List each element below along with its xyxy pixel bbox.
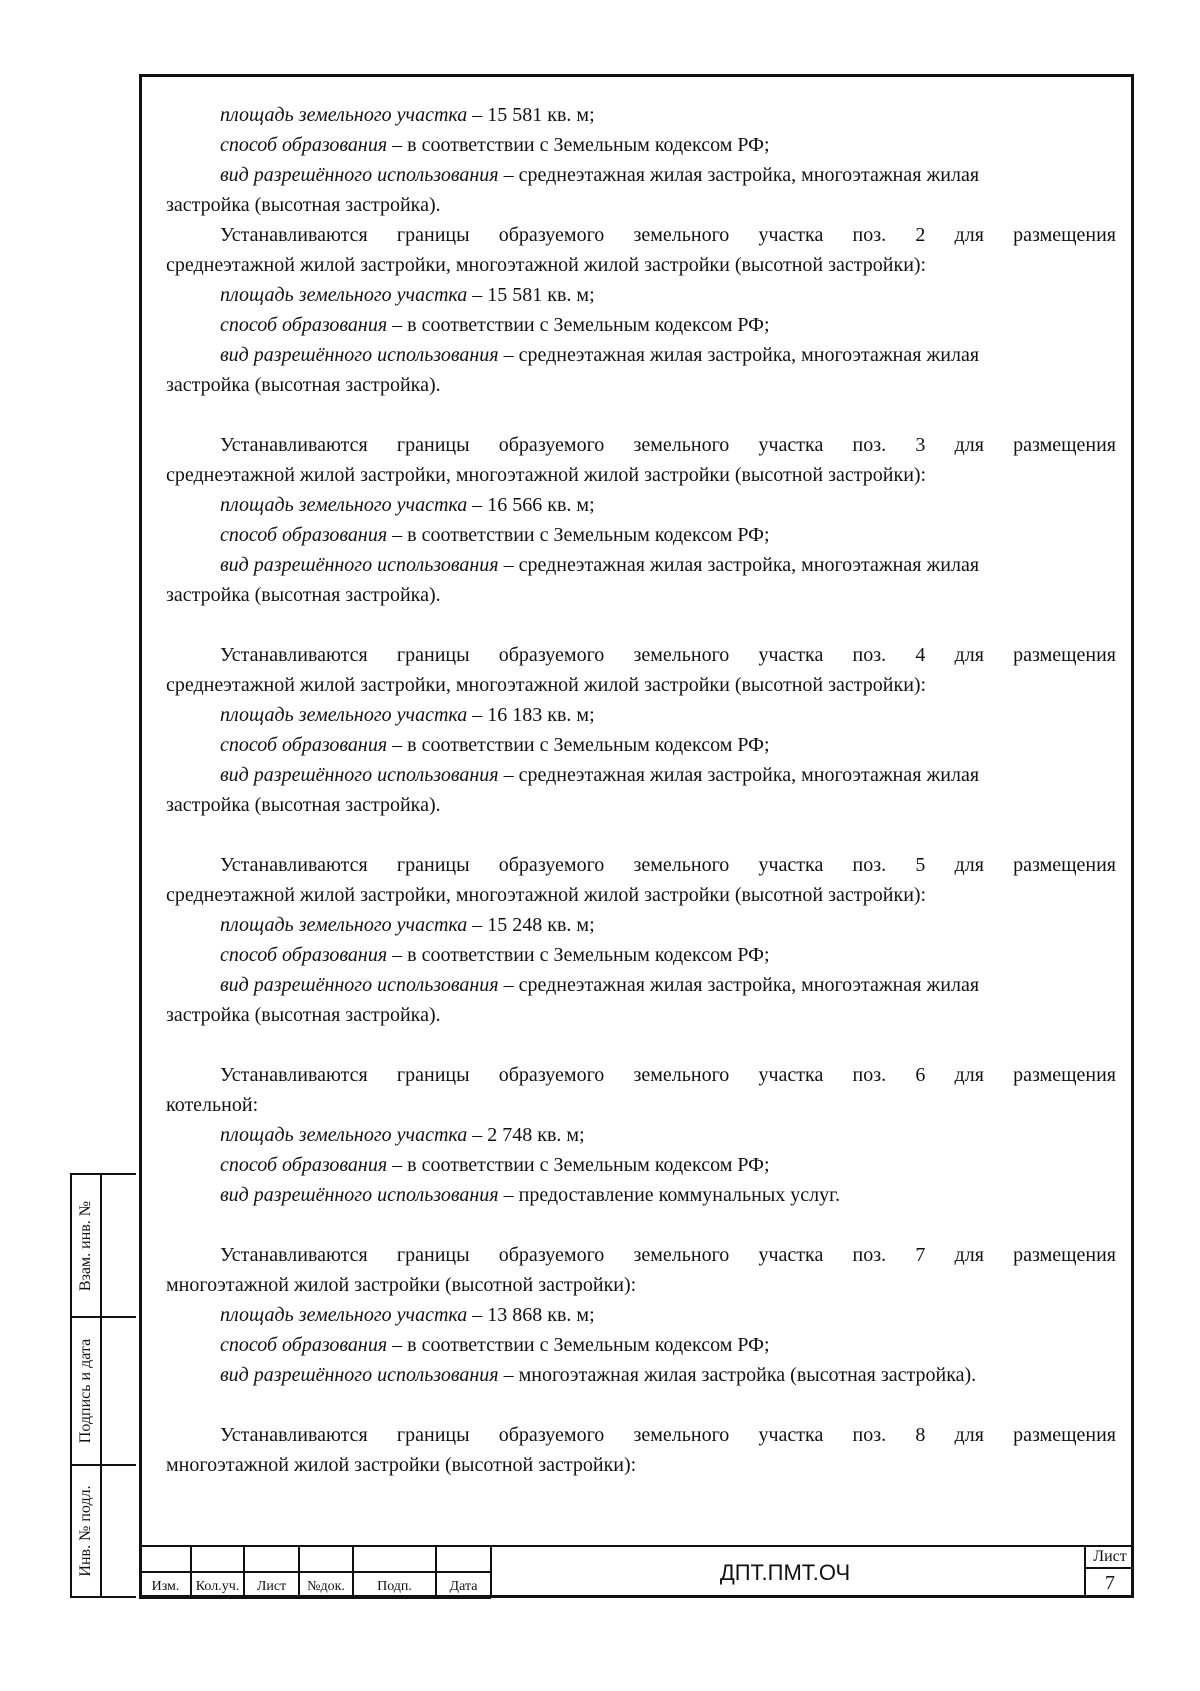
text-line	[166, 970, 1116, 1000]
text-line	[166, 520, 1116, 550]
text-line	[166, 490, 1116, 520]
term: вид разрешённого использования	[220, 1184, 499, 1206]
paragraph-line: Устанавливаются границы образуемого земельного участка поз. 7 для размещения	[220, 1244, 1116, 1266]
paragraph-line: многоэтажной жилой застройки (высотной застройки):	[166, 1274, 637, 1296]
term: способ образования	[220, 1334, 388, 1356]
term: способ образования	[220, 1154, 388, 1176]
paragraph-line: котельной:	[166, 1094, 259, 1116]
text-line	[166, 760, 1116, 790]
paragraph-line: многоэтажной жилой застройки (высотной застройки):	[166, 1454, 637, 1476]
binding-stamp	[70, 1173, 136, 1598]
col-podp: Подп.	[377, 1579, 412, 1594]
value: – в соответствии с Земельным кодексом РФ;	[387, 1154, 770, 1176]
paragraph-line: Устанавливаются границы образуемого земельного участка поз. 2 для размещения	[220, 224, 1116, 246]
text-line	[166, 340, 1116, 370]
document-body	[166, 100, 1116, 1480]
value: – среднеэтажная жилая застройка, многоэтажная жилая	[498, 164, 980, 186]
term: вид разрешённого использования	[220, 974, 499, 996]
text-line	[166, 1300, 1116, 1330]
sheet-number: 7	[1105, 1572, 1115, 1594]
inv-cell	[72, 1466, 136, 1596]
value: – в соответствии с Земельным кодексом РФ;	[387, 134, 770, 156]
text-line	[166, 700, 1116, 730]
text-line	[166, 310, 1116, 340]
paragraph-line: среднеэтажной жилой застройки, многоэтажной жилой застройки (высотной застройки):	[166, 464, 927, 486]
text-line: застройка (высотная застройка).	[166, 1004, 441, 1026]
term: вид разрешённого использования	[220, 1364, 499, 1386]
value: – 15 581 кв. м;	[467, 104, 595, 126]
col-kol: Кол.уч.	[195, 1579, 240, 1594]
paragraph-line: Устанавливаются границы образуемого земельного участка поз. 8 для размещения	[220, 1424, 1116, 1446]
term: площадь земельного участка	[220, 1304, 468, 1326]
value: – предоставление коммунальных услуг.	[498, 1184, 841, 1206]
text-line	[166, 280, 1116, 310]
text-line	[166, 130, 1116, 160]
vzam-label: Взам. инв. №	[77, 1200, 94, 1291]
paragraph-line: среднеэтажной жилой застройки, многоэтажной жилой застройки (высотной застройки):	[166, 674, 927, 696]
value: – в соответствии с Земельным кодексом РФ;	[387, 1334, 770, 1356]
col-izm: Изм.	[151, 1579, 180, 1594]
term: способ образования	[220, 134, 388, 156]
text-line	[166, 910, 1116, 940]
value: – 2 748 кв. м;	[467, 1124, 585, 1146]
term: площадь земельного участка	[220, 1124, 468, 1146]
text-line: застройка (высотная застройка).	[166, 194, 441, 216]
text-line	[166, 1330, 1116, 1360]
text-line	[166, 550, 1116, 580]
paragraph-line: Устанавливаются границы образуемого земельного участка поз. 4 для размещения	[220, 644, 1116, 666]
text-line: застройка (высотная застройка).	[166, 794, 441, 816]
term: способ образования	[220, 314, 388, 336]
vzam-cell	[72, 1175, 136, 1318]
term: площадь земельного участка	[220, 104, 468, 126]
value: – многоэтажная жилая застройка (высотная застройка).	[498, 1364, 977, 1386]
value: – среднеэтажная жилая застройка, многоэтажная жилая	[498, 344, 980, 366]
text-line: застройка (высотная застройка).	[166, 374, 441, 396]
podpis-label: Подпись и дата	[77, 1338, 94, 1444]
term: площадь земельного участка	[220, 494, 468, 516]
podpis-cell	[72, 1318, 136, 1466]
col-list: Лист	[256, 1579, 287, 1594]
paragraph-line: Устанавливаются границы образуемого земельного участка поз. 3 для размещения	[220, 434, 1116, 456]
term: способ образования	[220, 734, 388, 756]
value: – 16 566 кв. м;	[467, 494, 595, 516]
term: вид разрешённого использования	[220, 554, 499, 576]
value: – среднеэтажная жилая застройка, многоэтажная жилая	[498, 554, 980, 576]
paragraph-line: среднеэтажной жилой застройки, многоэтажной жилой застройки (высотной застройки):	[166, 884, 927, 906]
col-ndok: №док.	[307, 1579, 345, 1594]
document-code: ДПТ.ПМТ.ОЧ	[719, 1560, 851, 1585]
value: – 13 868 кв. м;	[467, 1304, 595, 1326]
paragraph-line: Устанавливаются границы образуемого земельного участка поз. 6 для размещения	[220, 1064, 1116, 1086]
value: – среднеэтажная жилая застройка, многоэтажная жилая	[498, 764, 980, 786]
value: – в соответствии с Земельным кодексом РФ;	[387, 524, 770, 546]
text-line	[166, 940, 1116, 970]
term: площадь земельного участка	[220, 704, 468, 726]
term: способ образования	[220, 524, 388, 546]
paragraph-line: Устанавливаются границы образуемого земельного участка поз. 5 для размещения	[220, 854, 1116, 876]
value: – в соответствии с Земельным кодексом РФ;	[387, 734, 770, 756]
text-line	[166, 160, 1116, 190]
value: – в соответствии с Земельным кодексом РФ;	[387, 314, 770, 336]
text-line	[166, 100, 1116, 130]
value: – среднеэтажная жилая застройка, многоэтажная жилая	[498, 974, 980, 996]
term: вид разрешённого использования	[220, 764, 499, 786]
text-line	[166, 1120, 1116, 1150]
sheet-label: Лист	[1093, 1548, 1127, 1565]
value: – 15 248 кв. м;	[467, 914, 595, 936]
value: – 16 183 кв. м;	[467, 704, 595, 726]
text-line	[166, 730, 1116, 760]
text-line	[166, 1150, 1116, 1180]
term: площадь земельного участка	[220, 914, 468, 936]
paragraph-line: среднеэтажной жилой застройки, многоэтажной жилой застройки (высотной застройки):	[166, 254, 927, 276]
value: – в соответствии с Земельным кодексом РФ;	[387, 944, 770, 966]
value: – 15 581 кв. м;	[467, 284, 595, 306]
inv-label: Инв. № подл.	[77, 1485, 94, 1577]
term: площадь земельного участка	[220, 284, 468, 306]
text-line	[166, 1180, 1116, 1210]
text-line	[166, 1360, 1116, 1390]
term: способ образования	[220, 944, 388, 966]
term: вид разрешённого использования	[220, 344, 499, 366]
term: вид разрешённого использования	[220, 164, 499, 186]
text-line: застройка (высотная застройка).	[166, 584, 441, 606]
col-data: Дата	[449, 1579, 478, 1594]
